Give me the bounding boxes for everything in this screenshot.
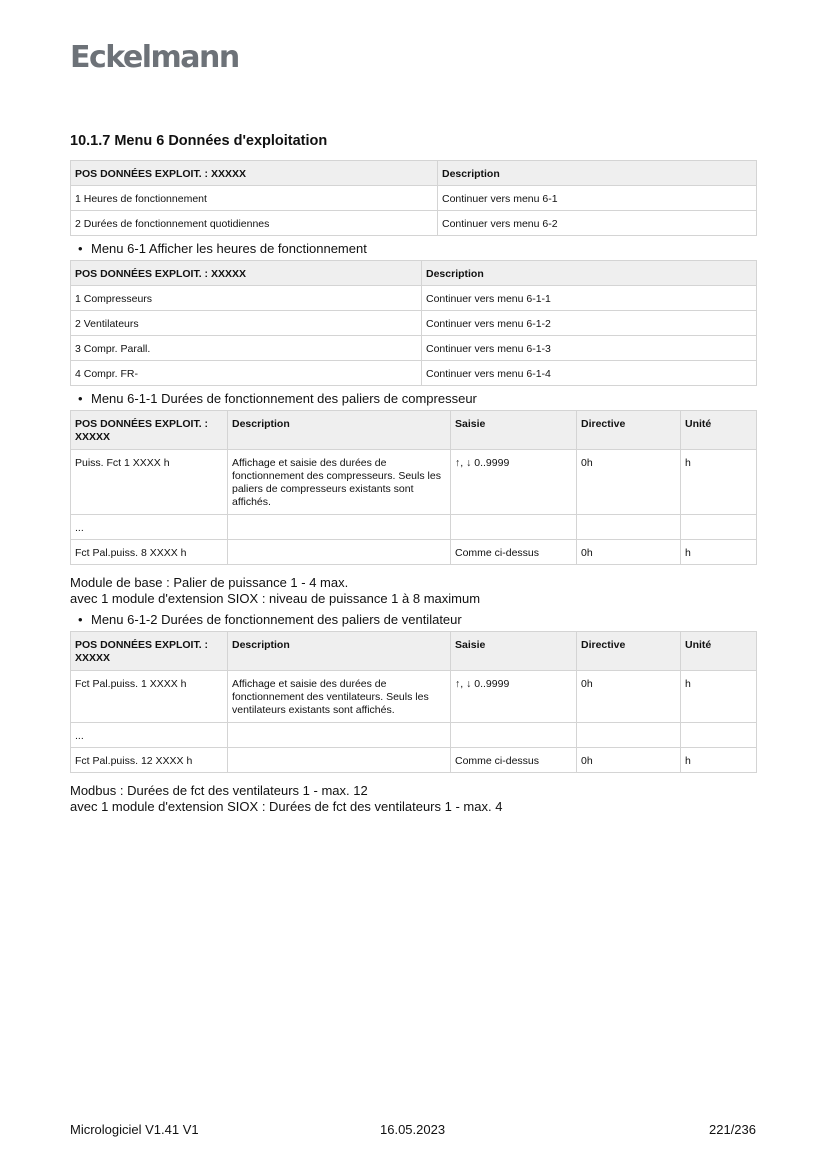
cell-pos: ... [71,515,228,540]
cell-pos: Fct Pal.puiss. 12 XXXX h [71,748,228,773]
cell-directive: 0h [577,748,681,773]
cell-pos: 1 Heures de fonctionnement [71,186,438,211]
bullet-icon: • [78,241,83,256]
table-row [71,748,757,773]
cell-description: Affichage et saisie des durées de fonctionnement des ventilateurs. Seuls les ventilateurs existants sont affichés. [228,671,451,723]
cell-saisie: Comme ci-dessus [451,540,577,565]
table-row [71,515,757,540]
header-pos: POS DONNÉES EXPLOIT. : XXXXX [71,411,228,450]
cell-directive [577,723,681,748]
table-row [71,723,757,748]
cell-saisie: ↑, ↓ 0..9999 [451,450,577,515]
table-row [71,311,757,336]
cell-pos: Fct Pal.puiss. 8 XXXX h [71,540,228,565]
table-header-row [71,411,757,450]
footer-page-number: 221/236 [709,1122,756,1137]
table-row [71,336,757,361]
table-row [71,540,757,565]
cell-description: Affichage et saisie des durées de fonctionnement des compresseurs. Seuls les paliers de compresseurs existants sont affichés. [228,450,451,515]
cell-description: Continuer vers menu 6-1-2 [422,311,757,336]
table-header-row [71,161,757,186]
bullet-icon: • [78,612,83,627]
table-row [71,450,757,515]
cell-saisie [451,515,577,540]
cell-unite: h [681,450,757,515]
eckelmann-logo: Eckelmann [70,40,239,75]
table-row [71,211,757,236]
note-line: avec 1 module d'extension SIOX : niveau de puissance 1 à 8 maximum [70,591,481,606]
cell-pos: 3 Compr. Parall. [71,336,422,361]
cell-pos: 2 Durées de fonctionnement quotidiennes [71,211,438,236]
cell-description [228,515,451,540]
menu6-1-1-table [70,410,757,565]
cell-unite [681,723,757,748]
cell-pos: 4 Compr. FR- [71,361,422,386]
cell-description: Continuer vers menu 6-1 [438,186,757,211]
footer-date: 16.05.2023 [380,1122,446,1137]
bullet-menu-6-1-1 [70,388,756,410]
cell-description [228,748,451,773]
cell-directive: 0h [577,540,681,565]
cell-pos: Fct Pal.puiss. 1 XXXX h [71,671,228,723]
cell-description: Continuer vers menu 6-2 [438,211,757,236]
cell-saisie: Comme ci-dessus [451,748,577,773]
table-row [71,186,757,211]
cell-directive [577,515,681,540]
cell-description [228,723,451,748]
cell-unite: h [681,671,757,723]
cell-pos: 1 Compresseurs [71,286,422,311]
bullet-icon: • [78,391,83,406]
cell-description [228,540,451,565]
menu6-1-table [70,260,757,386]
cell-saisie: ↑, ↓ 0..9999 [451,671,577,723]
footer-firmware: Micrologiciel V1.41 V1 [70,1122,199,1137]
note-line: Module de base : Palier de puissance 1 - 4 max. [70,575,349,590]
header-pos: POS DONNÉES EXPLOIT. : XXXXX [71,161,438,186]
page-footer [70,1122,756,1140]
header-description: Description [422,261,757,286]
page-content [70,132,756,821]
cell-directive: 0h [577,671,681,723]
cell-description: Continuer vers menu 6-1-1 [422,286,757,311]
note-line: Modbus : Durées de fct des ventilateurs 1 - max. 12 [70,783,368,798]
header-unite: Unité [681,632,757,671]
table-row [71,361,757,386]
note-fan [70,783,756,815]
bullet-menu-6-1-2 [70,609,756,631]
table-row [71,286,757,311]
cell-unite [681,515,757,540]
bullet-text: Menu 6-1-1 Durées de fonctionnement des paliers de compresseur [91,391,477,406]
note-compressor [70,575,756,607]
cell-saisie [451,723,577,748]
cell-description: Continuer vers menu 6-1-4 [422,361,757,386]
header-description: Description [228,411,451,450]
header-saisie: Saisie [451,411,577,450]
note-line: avec 1 module d'extension SIOX : Durées de fct des ventilateurs 1 - max. 4 [70,799,503,814]
header-description: Description [228,632,451,671]
bullet-text: Menu 6-1-2 Durées de fonctionnement des paliers de ventilateur [91,612,462,627]
table-header-row [71,261,757,286]
cell-pos: Puiss. Fct 1 XXXX h [71,450,228,515]
section-title: 10.1.7 Menu 6 Données d'exploitation [70,133,328,149]
cell-directive: 0h [577,450,681,515]
cell-description: Continuer vers menu 6-1-3 [422,336,757,361]
header-directive: Directive [577,411,681,450]
header-unite: Unité [681,411,757,450]
table-row [71,671,757,723]
menu6-table [70,160,757,236]
menu6-1-2-table [70,631,757,773]
header-saisie: Saisie [451,632,577,671]
table-header-row [71,632,757,671]
header-pos: POS DONNÉES EXPLOIT. : XXXXX [71,261,422,286]
header-directive: Directive [577,632,681,671]
cell-pos: 2 Ventilateurs [71,311,422,336]
header-pos: POS DONNÉES EXPLOIT. : XXXXX [71,632,228,671]
bullet-text: Menu 6-1 Afficher les heures de fonctionnement [91,241,367,256]
cell-pos: ... [71,723,228,748]
bullet-menu-6-1 [70,238,756,260]
cell-unite: h [681,748,757,773]
cell-unite: h [681,540,757,565]
header-description: Description [438,161,757,186]
